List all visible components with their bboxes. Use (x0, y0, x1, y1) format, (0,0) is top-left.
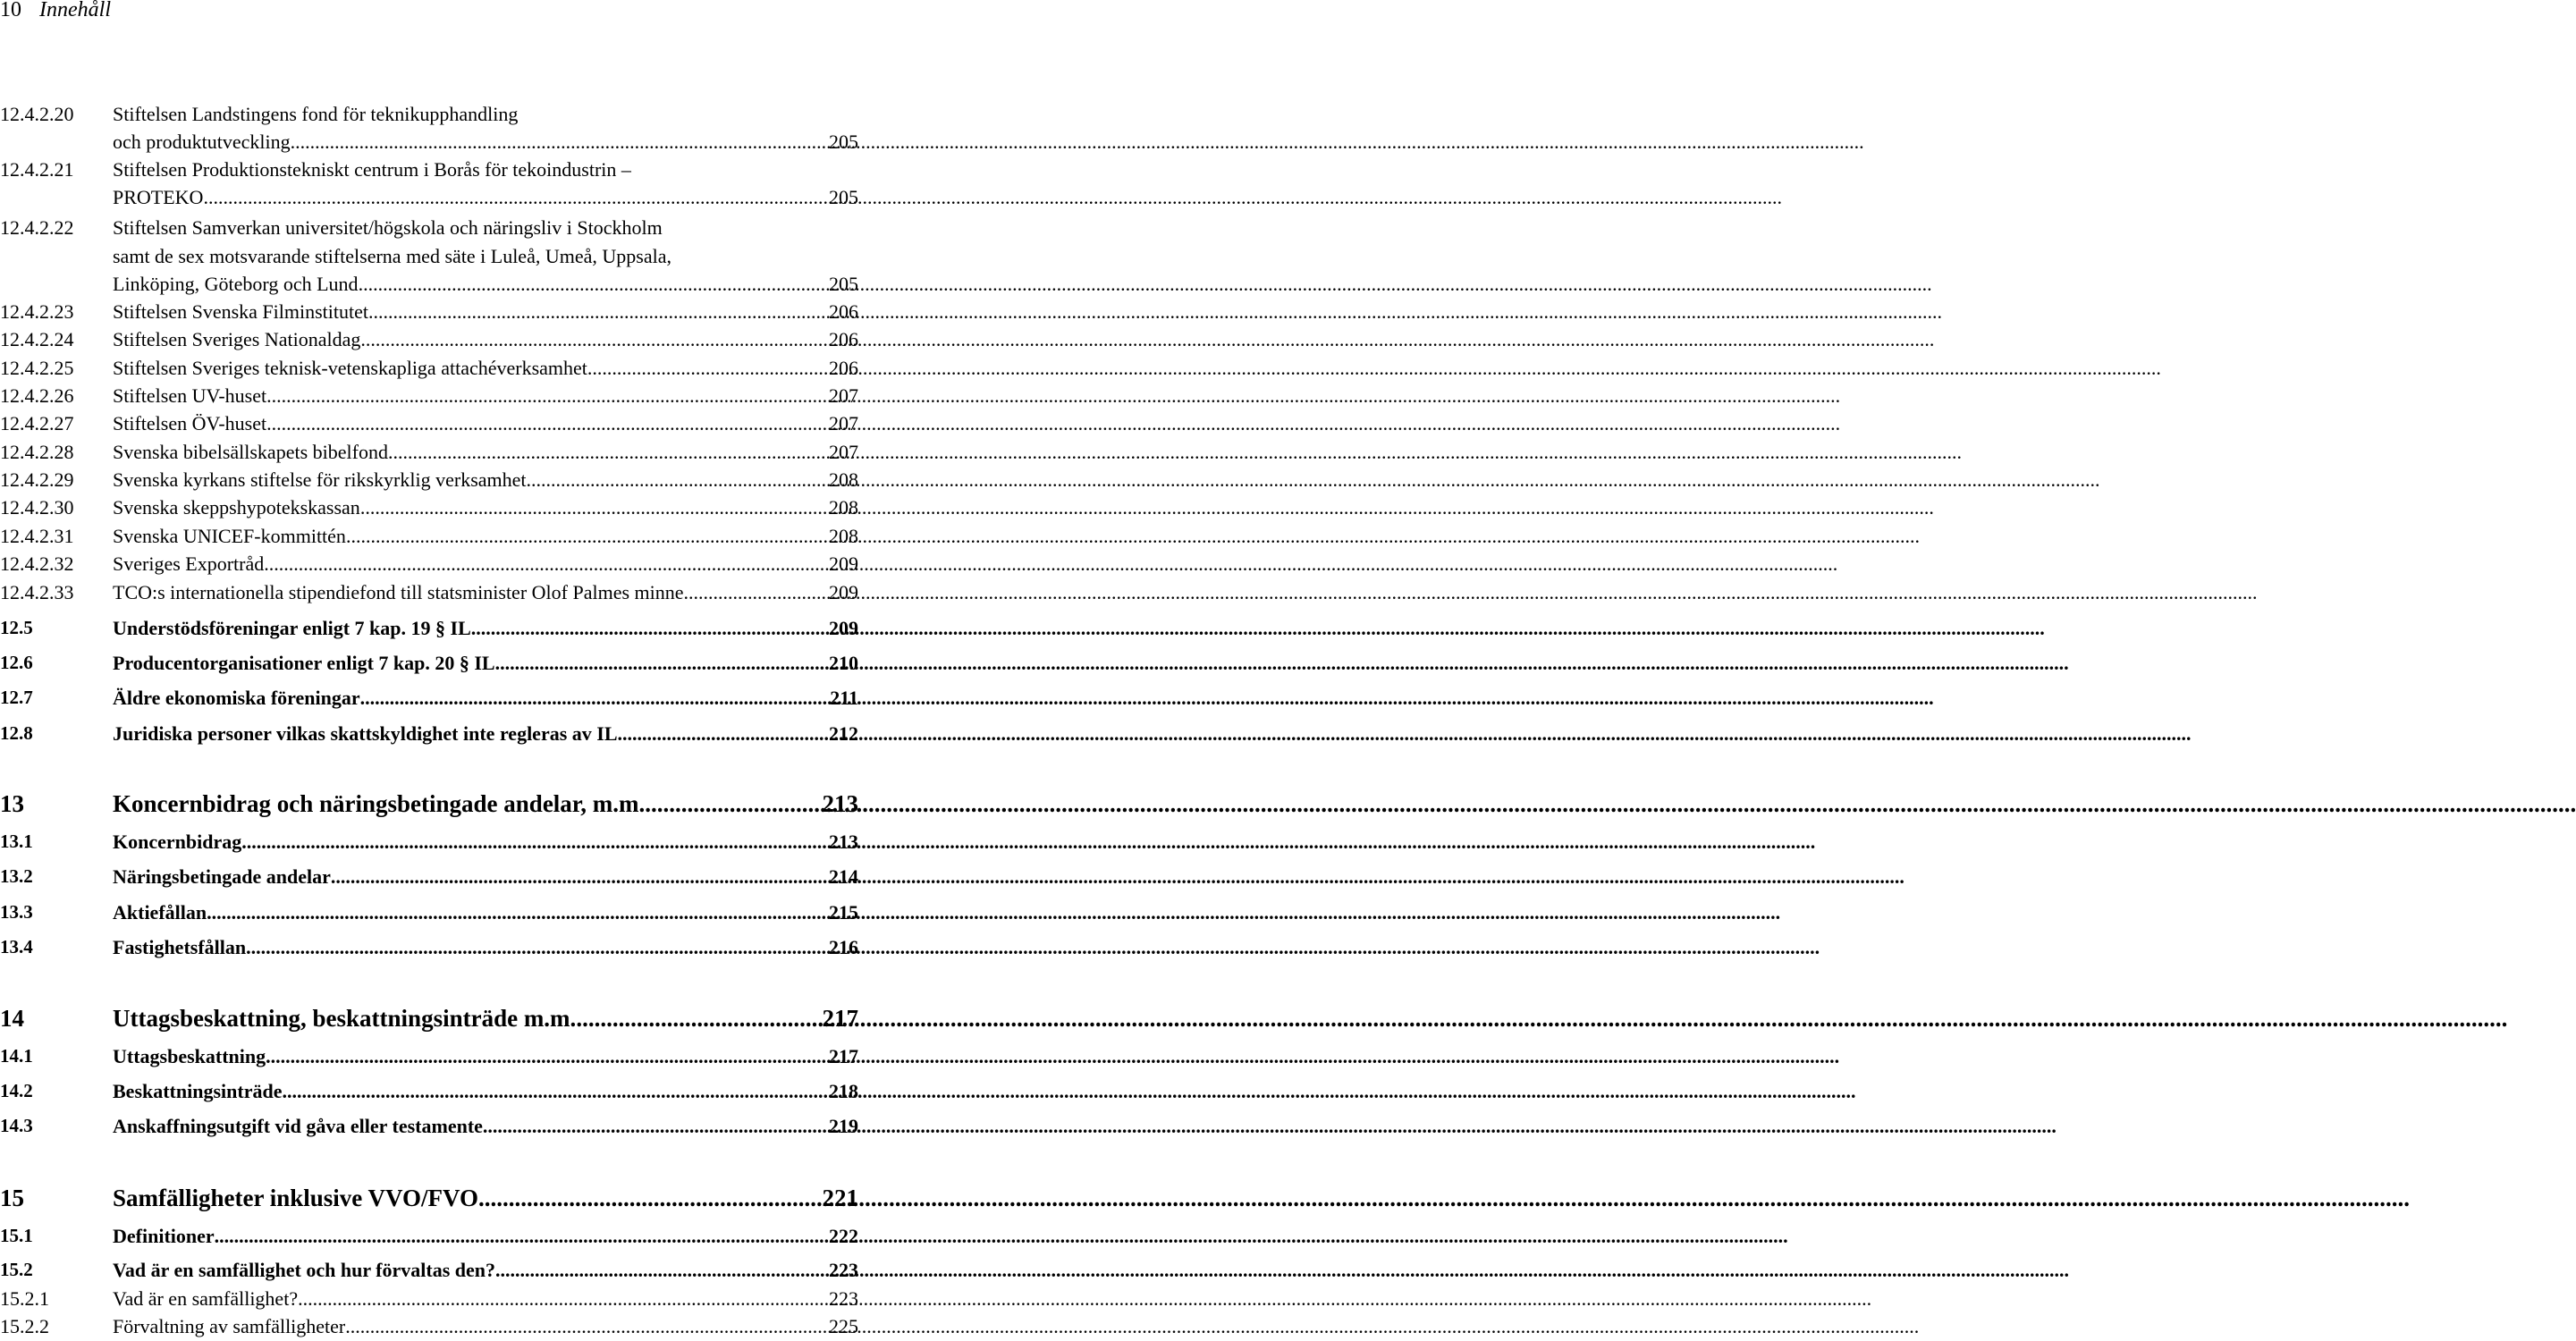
entry-title: Vad är en samfällighet? (113, 1287, 299, 1310)
leader-line (113, 384, 858, 408)
entry-number: 12.4.2.25 (0, 357, 74, 379)
entry-title: Svenska skeppshypotekskassan (113, 496, 360, 519)
entry-page: 225 (829, 1315, 858, 1337)
section-title: Koncernbidrag (113, 831, 242, 853)
entry-page: 207 (829, 441, 858, 463)
leader-line (113, 687, 858, 710)
dot-leader (266, 412, 829, 435)
dot-leader (298, 1287, 829, 1311)
dot-leader (495, 652, 829, 675)
section-title: Äldre ekonomiska föreningar (113, 687, 360, 709)
entry-page: 206 (829, 328, 858, 350)
section-page: 222 (829, 1225, 858, 1247)
dot-leader (471, 617, 829, 640)
leader-line (113, 525, 858, 548)
entry-title: Stiftelsen Sveriges Nationaldag (113, 328, 361, 350)
entry-page: 223 (829, 1287, 858, 1310)
chapter-page: 217 (822, 1005, 858, 1032)
dot-leader (576, 1005, 822, 1033)
dot-leader (360, 496, 829, 519)
entry-title: Stiftelsen Produktionstekniskt centrum i Borås för tekoindustrin – (113, 158, 631, 181)
toc-entry[interactable] (0, 496, 858, 521)
section-number: 12.5 (0, 617, 33, 638)
section-number: 13.2 (0, 865, 33, 887)
section-page: 215 (829, 901, 858, 924)
chapter-title: Koncernbidrag och näringsbetingade andelar, m.m. (113, 790, 646, 817)
dot-leader (618, 722, 829, 746)
entry-number: 12.4.2.29 (0, 468, 74, 491)
section-title: Aktiefållan (113, 901, 207, 924)
section-number: 14.2 (0, 1080, 33, 1101)
entry-page: 208 (829, 468, 858, 491)
dot-leader (208, 186, 829, 209)
dot-leader (388, 441, 829, 464)
dot-leader (645, 790, 822, 818)
entry-title: Stiftelsen UV-huset (113, 384, 267, 407)
entry-title-continued: PROTEKO. (113, 186, 208, 208)
entry-page: 205 (829, 131, 858, 153)
entry-page: 207 (829, 384, 858, 407)
chapter-title: Samfälligheter inklusive VVO/FVO (113, 1185, 478, 1211)
chapter-title: Uttagsbeskattning, beskattningsinträde m.m. (113, 1005, 577, 1032)
section-page: 214 (829, 865, 858, 888)
section-title: Vad är en samfällighet och hur förvaltas den? (113, 1259, 496, 1281)
toc-entry[interactable] (0, 384, 858, 409)
leader-line (113, 273, 858, 296)
toc-entry-continuation[interactable] (0, 273, 858, 298)
section-page: 213 (829, 831, 858, 853)
dot-leader (246, 936, 829, 959)
section-number: 12.7 (0, 687, 33, 708)
leader-line (113, 496, 858, 519)
leader-line (113, 468, 858, 492)
entry-title-continued: samt de sex motsvarande stiftelserna med säte i Luleå, Umeå, Uppsala, (113, 245, 671, 267)
leader-line (113, 412, 858, 435)
toc-entry[interactable] (0, 357, 858, 382)
entry-title: Svenska UNICEF-kommittén (113, 525, 346, 547)
leader-line (113, 1315, 858, 1338)
toc-entry[interactable] (0, 581, 858, 606)
dot-leader (346, 525, 829, 548)
leader-line (113, 652, 858, 675)
toc-entry-continuation (0, 245, 858, 270)
entry-page: 206 (829, 300, 858, 323)
entry-title: Stiftelsen Svenska Filminstitutet (113, 300, 368, 323)
leader-line (113, 1045, 858, 1068)
dot-leader (266, 384, 829, 408)
dot-leader (331, 865, 829, 889)
dot-leader (360, 687, 831, 710)
entry-page: 208 (829, 525, 858, 547)
entry-title: Förvaltning av samfälligheter (113, 1315, 346, 1337)
entry-number: 12.4.2.22 (0, 216, 74, 239)
dot-leader (241, 831, 829, 854)
dot-leader (527, 468, 829, 492)
section-page: 217 (829, 1045, 858, 1067)
section-number: 14.3 (0, 1115, 33, 1136)
chapter-number: 14 (0, 1005, 24, 1032)
section-title: Fastighetsfållan (113, 936, 247, 958)
page-number: 10 (0, 0, 21, 21)
chapter-page: 213 (822, 790, 858, 817)
section-title: Understödsföreningar enligt 7 kap. 19 § IL (113, 617, 471, 639)
dot-leader (264, 552, 829, 576)
leader-line (113, 865, 858, 889)
entry-title-continued: och produktutveckling (113, 131, 291, 153)
leader-line (113, 1005, 858, 1033)
section-number: 13.1 (0, 831, 33, 852)
toc-entry-continuation[interactable] (0, 131, 858, 156)
section-page: 209 (829, 617, 858, 639)
entry-number: 12.4.2.28 (0, 441, 74, 463)
entry-number: 12.4.2.24 (0, 328, 74, 350)
entry-page: 208 (829, 496, 858, 519)
section-page: 210 (829, 652, 858, 674)
section-number: 15.2 (0, 1259, 33, 1280)
entry-title: TCO:s internationella stipendiefond till statsminister Olof Palmes minne (113, 581, 684, 603)
leader-line (113, 131, 858, 154)
leader-line (113, 790, 858, 818)
entry-number: 12.4.2.32 (0, 552, 74, 575)
toc-entry[interactable] (0, 158, 858, 183)
toc-entry[interactable] (0, 468, 858, 493)
section-page: 223 (829, 1259, 858, 1281)
entry-number: 12.4.2.21 (0, 158, 74, 181)
toc-entry[interactable] (0, 441, 858, 466)
leader-line (113, 722, 858, 746)
entry-number: 12.4.2.23 (0, 300, 74, 323)
dot-leader (495, 1259, 829, 1282)
section-number: 13.3 (0, 901, 33, 923)
leader-line (113, 581, 858, 604)
dot-leader (282, 1080, 829, 1103)
entry-page: 209 (829, 581, 858, 603)
section-number: 12.8 (0, 722, 33, 744)
toc-entry-continuation[interactable] (0, 186, 858, 211)
leader-line (113, 1080, 858, 1103)
entry-title: Svenska bibelsällskapets bibelfond (113, 441, 388, 463)
section-number: 13.4 (0, 936, 33, 957)
leader-line (113, 441, 858, 464)
entry-title: Svenska kyrkans stiftelse för rikskyrklig verksamhet (113, 468, 527, 491)
entry-number: 12.4.2.33 (0, 581, 74, 603)
section-title: Uttagsbeskattning (113, 1045, 266, 1067)
toc-entry[interactable] (0, 552, 858, 578)
section-title: Definitioner (113, 1225, 215, 1247)
entry-page: 206 (829, 357, 858, 379)
entry-page: 205 (829, 273, 858, 295)
section-number: 12.6 (0, 652, 33, 673)
entry-number: 12.4.2.31 (0, 525, 74, 547)
dot-leader (587, 357, 829, 380)
leader-line (113, 831, 858, 854)
entry-number: 12.4.2.20 (0, 103, 74, 125)
leader-line (113, 186, 858, 209)
toc-entry[interactable] (0, 525, 858, 550)
chapter-number: 13 (0, 790, 24, 817)
running-header (0, 0, 111, 22)
entry-title: Sveriges Exportråd (113, 552, 265, 575)
leader-line (113, 300, 858, 324)
leader-line (113, 328, 858, 351)
dot-leader (359, 273, 829, 296)
section-page: 219 (829, 1115, 858, 1137)
entry-number: 12.4.2.26 (0, 384, 74, 407)
section-title: Anskaffningsutgift vid gåva eller testamente (113, 1115, 483, 1137)
section-page: 212 (829, 722, 858, 745)
section-number: 14.1 (0, 1045, 33, 1067)
toc-entry[interactable] (0, 103, 858, 128)
entry-page: 205 (829, 186, 858, 208)
entry-page: 207 (829, 412, 858, 434)
leader-line (113, 1287, 858, 1311)
entry-number: 15.2.1 (0, 1287, 49, 1310)
leader-line (113, 552, 858, 576)
dot-leader (368, 300, 829, 324)
chapter-page: 221 (822, 1185, 858, 1211)
dot-leader (207, 901, 829, 924)
entry-title-continued: Linköping, Göteborg och Lund (113, 273, 359, 295)
section-title: Producentorganisationer enligt 7 kap. 20 § IL (113, 652, 495, 674)
dot-leader (291, 131, 829, 154)
section-page: 216 (829, 936, 858, 958)
dot-leader (345, 1315, 829, 1338)
entry-number: 12.4.2.30 (0, 496, 74, 519)
toc-entry[interactable] (0, 328, 858, 353)
entry-number: 12.4.2.27 (0, 412, 74, 434)
section-title: Näringsbetingade andelar (113, 865, 331, 888)
chapter-number: 15 (0, 1185, 24, 1211)
leader-line (113, 1225, 858, 1248)
entry-title: Stiftelsen ÖV-huset (113, 412, 267, 434)
dot-leader (478, 1185, 823, 1212)
section-page: 211 (830, 687, 858, 709)
dot-leader (684, 581, 829, 604)
leader-line (113, 1259, 858, 1282)
entry-title: Stiftelsen Landstingens fond för teknikupphandling (113, 103, 519, 125)
section-page: 218 (829, 1080, 858, 1102)
toc-entry[interactable] (0, 216, 858, 241)
dot-leader (215, 1225, 829, 1248)
entry-page: 209 (829, 552, 858, 575)
leader-line (113, 1185, 858, 1212)
toc-entry[interactable] (0, 300, 858, 325)
leader-line (113, 901, 858, 924)
leader-line (113, 617, 858, 640)
dot-leader (266, 1045, 829, 1068)
leader-line (113, 357, 858, 380)
entry-title: Stiftelsen Sveriges teknisk-vetenskapliga attachéverksamhet (113, 357, 587, 379)
section-number: 15.1 (0, 1225, 33, 1246)
section-title: Juridiska personer vilkas skattskyldighet inte regleras av IL (113, 722, 618, 745)
entry-title: Stiftelsen Samverkan universitet/högskola och näringsliv i Stockholm (113, 216, 663, 239)
header-title: Innehåll (39, 0, 111, 21)
dot-leader (483, 1115, 829, 1138)
entry-number: 15.2.2 (0, 1315, 49, 1337)
toc-entry[interactable] (0, 412, 858, 437)
dot-leader (360, 328, 829, 351)
section-title: Beskattningsinträde (113, 1080, 283, 1102)
leader-line (113, 1115, 858, 1138)
leader-line (113, 936, 858, 959)
